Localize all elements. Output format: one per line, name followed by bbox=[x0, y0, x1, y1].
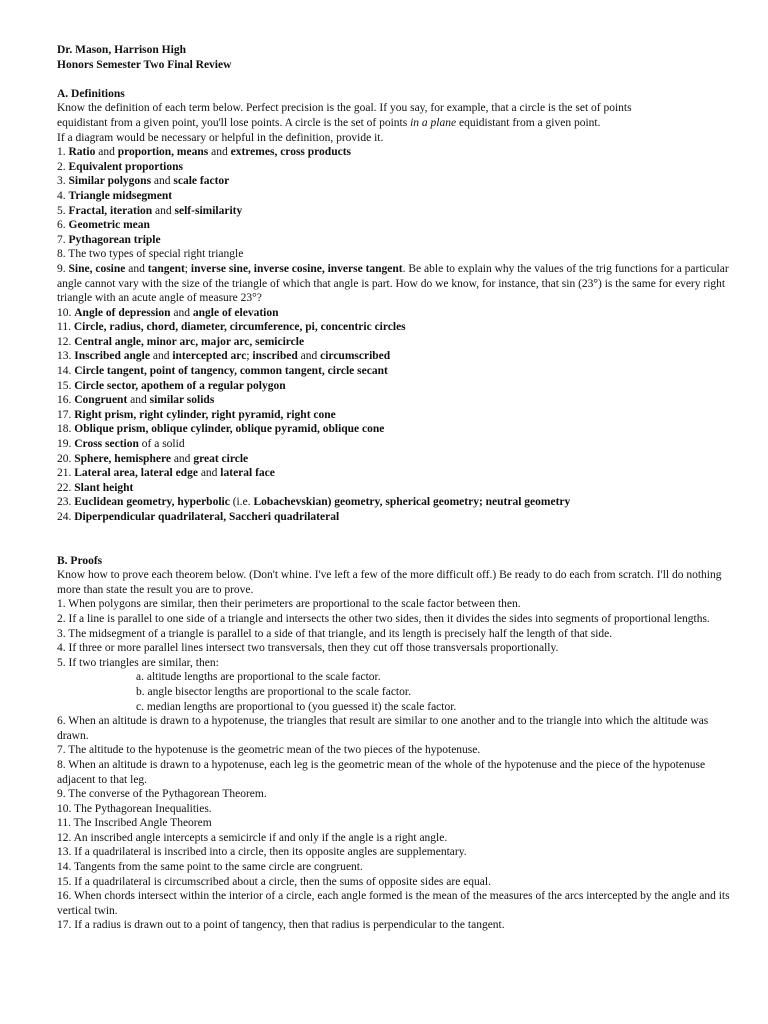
definition-item: 20. Sphere, hemisphere and great circle bbox=[57, 452, 249, 465]
proofs-sublist bbox=[57, 670, 737, 714]
proofs-intro: Know how to prove each theorem below. (Don't whine. I've left a few of the more difficult off.) Be ready to do each from scratch. I'll do nothing more than state the result you are to prove. bbox=[57, 569, 722, 596]
proof-item: 12. An inscribed angle intercepts a semicircle if and only if the angle is a right angle. bbox=[57, 831, 448, 844]
definition-item: 5. Fractal, iteration and self-similarity bbox=[57, 204, 243, 217]
definition-item: 9. Sine, cosine and tangent; inverse sine, inverse cosine, inverse tangent. Be able to explain why the values of the trig functions for a particular angle cannot vary with the size of the triangle of which that angle is part. How do we know, for instance, that sin (23°) is the same for every right triangle with an acute angle of measure 23°? bbox=[57, 262, 729, 305]
definitions-heading: A. Definitions bbox=[57, 87, 125, 100]
proof-item: 17. If a radius is drawn out to a point of tangency, then that radius is perpendicular to the tangent. bbox=[57, 919, 505, 932]
definition-item: 17. Right prism, right cylinder, right pyramid, right cone bbox=[57, 408, 336, 421]
definition-item: 14. Circle tangent, point of tangency, common tangent, circle secant bbox=[57, 365, 388, 378]
definition-item: 21. Lateral area, lateral edge and lateral face bbox=[57, 467, 275, 480]
document-title: Honors Semester Two Final Review bbox=[57, 58, 232, 71]
definition-item: 24. Diperpendicular quadrilateral, Saccheri quadrilateral bbox=[57, 511, 340, 523]
author-line: Dr. Mason, Harrison High bbox=[57, 44, 186, 56]
definition-item: 15. Circle sector, apothem of a regular polygon bbox=[57, 379, 286, 392]
definition-item: 13. Inscribed angle and intercepted arc; inscribed and circumscribed bbox=[57, 350, 391, 363]
proof-item: 14. Tangents from the same point to the same circle are congruent. bbox=[57, 861, 363, 874]
definitions-intro-1: Know the definition of each term below. Perfect precision is the goal. If you say, for example, that a circle is the set of points bbox=[57, 102, 632, 115]
definition-item: 4. Triangle midsegment bbox=[57, 189, 173, 202]
proofs-list-b bbox=[57, 714, 737, 933]
in-a-plane-emphasis: in a plane bbox=[410, 116, 457, 129]
proof-item: 3. The midsegment of a triangle is parallel to a side of that triangle, and its length is precisely half the length of that side. bbox=[57, 627, 613, 640]
definition-item: 10. Angle of depression and angle of elevation bbox=[57, 306, 279, 319]
definition-item: 22. Slant height bbox=[57, 481, 134, 494]
definition-item: 23. Euclidean geometry, hyperbolic (i.e. Lobachevskian) geometry, spherical geometry; neutral geometry bbox=[57, 496, 571, 509]
definitions-intro-3: If a diagram would be necessary or helpful in the definition, provide it. bbox=[57, 131, 384, 144]
proof-item: 10. The Pythagorean Inequalities. bbox=[57, 802, 212, 815]
definition-item: 2. Equivalent proportions bbox=[57, 160, 183, 173]
proof-item: 1. When polygons are similar, then their perimeters are proportional to the scale factor between then. bbox=[57, 598, 521, 611]
definition-item: 1. Ratio and proportion, means and extremes, cross products bbox=[57, 146, 352, 159]
definition-item: 7. Pythagorean triple bbox=[57, 233, 161, 246]
definition-item: 6. Geometric mean bbox=[57, 219, 150, 232]
proof-item: 6. When an altitude is drawn to a hypotenuse, the triangles that result are similar to one another and to the triangle into which the altitude was drawn. bbox=[57, 715, 709, 742]
proof-item: 4. If three or more parallel lines intersect two transversals, then they cut off those transversals proportionally. bbox=[57, 642, 559, 655]
proof-item: 11. The Inscribed Angle Theorem bbox=[57, 817, 212, 830]
proof-item: 2. If a line is parallel to one side of a triangle and intersects the other two sides, then it divides the sides into segments of proportional lengths. bbox=[57, 612, 710, 625]
proof-item: 16. When chords intersect within the interior of a circle, each angle formed is the mean of the measures of the arcs intercepted by the angle and its vertical twin. bbox=[57, 890, 730, 917]
proof-item: 5. If two triangles are similar, then: bbox=[57, 656, 219, 669]
proofs-heading: B. Proofs bbox=[57, 554, 103, 567]
proofs-section bbox=[57, 554, 737, 933]
definition-item: 12. Central angle, minor arc, major arc, semicircle bbox=[57, 335, 305, 348]
proof-subitem: a. altitude lengths are proportional to the scale factor. bbox=[136, 671, 381, 684]
proof-item: 13. If a quadrilateral is inscribed into a circle, then its opposite angles are supplementary. bbox=[57, 846, 467, 859]
definitions-intro-2: equidistant from a given point, you'll lose points. A circle is the set of points in a plane equidistant from a given point. bbox=[57, 116, 601, 129]
definition-item: 11. Circle, radius, chord, diameter, circumference, pi, concentric circles bbox=[57, 321, 406, 334]
definition-item: 8. The two types of special right triangle bbox=[57, 248, 244, 261]
definition-item: 3. Similar polygons and scale factor bbox=[57, 175, 230, 188]
proof-subitem: c. median lengths are proportional to (you guessed it) the scale factor. bbox=[136, 700, 457, 713]
proofs-list-a bbox=[57, 597, 737, 670]
proof-item: 8. When an altitude is drawn to a hypotenuse, each leg is the geometric mean of the whole of the hypotenuse and the piece of the hypotenuse adjacent to that leg. bbox=[57, 758, 706, 786]
definitions-list bbox=[57, 145, 737, 524]
proof-item: 9. The converse of the Pythagorean Theorem. bbox=[57, 788, 267, 801]
document-page bbox=[57, 43, 737, 933]
proof-item: 15. If a quadrilateral is circumscribed about a circle, then the sums of opposite sides are equal. bbox=[57, 875, 491, 888]
proof-item: 7. The altitude to the hypotenuse is the geometric mean of the two pieces of the hypotenuse. bbox=[57, 744, 481, 757]
definition-item: 18. Oblique prism, oblique cylinder, oblique pyramid, oblique cone bbox=[57, 423, 385, 436]
proof-subitem: b. angle bisector lengths are proportional to the scale factor. bbox=[136, 685, 411, 698]
definition-item: 16. Congruent and similar solids bbox=[57, 394, 215, 407]
definitions-section bbox=[57, 87, 737, 525]
definition-item: 19. Cross section of a solid bbox=[57, 438, 185, 451]
